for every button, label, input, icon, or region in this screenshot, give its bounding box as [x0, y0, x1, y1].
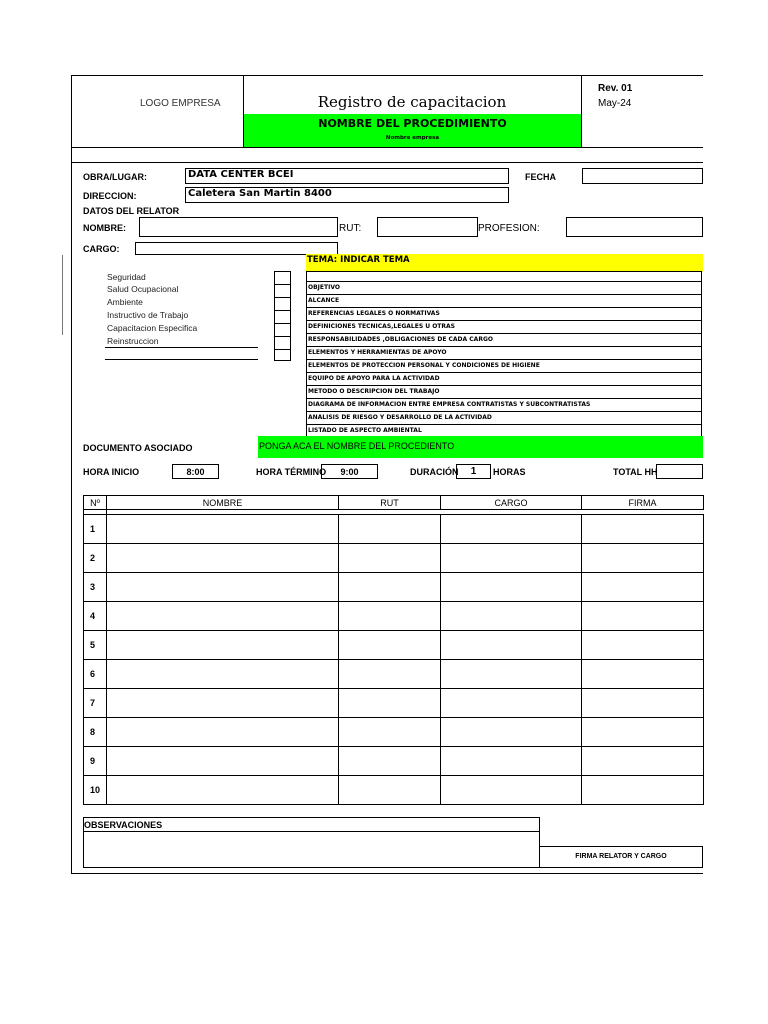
nombre-label: NOMBRE:: [83, 223, 126, 233]
row-number: 5: [84, 631, 107, 660]
checkbox-seguridad[interactable]: [274, 271, 291, 285]
cell-rut[interactable]: [339, 776, 441, 805]
cargo-label: CARGO:: [83, 244, 120, 254]
tema-banner: [306, 254, 703, 272]
cell-firma[interactable]: [582, 718, 704, 747]
tema-item-herramientas: ELEMENTOS Y HERRAMIENTAS DE APOYO: [306, 347, 702, 360]
fecha-label: FECHA: [525, 172, 556, 182]
cell-firma[interactable]: [582, 515, 704, 544]
row-number: 10: [84, 776, 107, 805]
check-label-reinstruccion: Reinstruccion: [107, 336, 159, 346]
total-hh-label: TOTAL HH: [613, 467, 658, 477]
hora-termino-field[interactable]: [321, 464, 378, 479]
table-header-row: [84, 496, 704, 510]
cell-nombre[interactable]: [107, 544, 339, 573]
row-number: 1: [84, 515, 107, 544]
fecha-field[interactable]: [582, 168, 703, 184]
documento-field[interactable]: [258, 436, 703, 458]
table-row: [84, 573, 704, 602]
col-header-nombre: NOMBRE: [107, 496, 339, 510]
tema-row-0: [306, 271, 702, 282]
table-row: [84, 747, 704, 776]
direccion-field[interactable]: [185, 187, 509, 203]
cell-cargo[interactable]: [441, 573, 582, 602]
cell-rut[interactable]: [339, 544, 441, 573]
col-header-rut: RUT: [339, 496, 441, 510]
hora-inicio-field[interactable]: [172, 464, 219, 479]
hora-inicio-value: 8:00: [186, 467, 205, 477]
duracion-field[interactable]: [456, 464, 491, 479]
revision-label: Rev. 01: [598, 83, 633, 94]
table-row: [84, 660, 704, 689]
table-row: [84, 776, 704, 805]
hora-inicio-label: HORA INICIO: [83, 467, 140, 477]
checkbox-otro[interactable]: [274, 350, 291, 361]
rut-label: RUT:: [339, 223, 362, 234]
table-row: [84, 718, 704, 747]
cell-cargo[interactable]: [441, 718, 582, 747]
checkbox-salud[interactable]: [274, 285, 291, 298]
cell-firma[interactable]: [582, 660, 704, 689]
cell-cargo[interactable]: [441, 515, 582, 544]
document-title: Registro de capacitacion: [317, 93, 507, 111]
relator-nombre-field[interactable]: [139, 217, 338, 237]
row-number: 8: [84, 718, 107, 747]
cell-rut[interactable]: [339, 631, 441, 660]
duracion-value: 1: [470, 466, 477, 477]
cell-nombre[interactable]: [107, 573, 339, 602]
tema-item-equipo: EQUIPO DE APOYO PARA LA ACTIVIDAD: [306, 373, 702, 386]
bottom-border: [71, 873, 703, 874]
total-hh-field[interactable]: [656, 464, 703, 479]
cell-nombre[interactable]: [107, 515, 339, 544]
row-number: 4: [84, 602, 107, 631]
company-name: Nombre empresa: [385, 135, 440, 141]
cell-firma[interactable]: [582, 689, 704, 718]
cell-rut[interactable]: [339, 747, 441, 776]
tema-item-diagrama: DIAGRAMA DE INFORMACION ENTRE EMPRESA CONTRATISTAS Y SUBCONTRATISTAS: [306, 399, 702, 412]
hora-termino-value: 9:00: [340, 467, 359, 477]
col-header-cargo: CARGO: [441, 496, 582, 510]
cell-firma[interactable]: [582, 544, 704, 573]
documento-label: DOCUMENTO ASOCIADO: [83, 443, 193, 453]
checkbox-instructivo[interactable]: [274, 311, 291, 324]
cell-cargo[interactable]: [441, 689, 582, 718]
cell-rut[interactable]: [339, 515, 441, 544]
cell-firma[interactable]: [582, 602, 704, 631]
observaciones-label: OBSERVACIONES: [84, 820, 163, 830]
col-header-firma: FIRMA: [582, 496, 704, 510]
cell-rut[interactable]: [339, 718, 441, 747]
tema-item-analisis: ANALISIS DE RIESGO Y DESARROLLO DE LA ACTIVIDAD: [306, 412, 702, 425]
col-header-num: Nº: [84, 496, 107, 510]
row-number: 9: [84, 747, 107, 776]
row-number: 7: [84, 689, 107, 718]
tema-item-definiciones: DEFINICIONES TECNICAS,LEGALES U OTRAS: [306, 321, 702, 334]
procedure-name: NOMBRE DEL PROCEDIMIENTO: [318, 117, 507, 130]
profesion-label: PROFESION:: [478, 223, 540, 234]
left-border: [71, 75, 72, 874]
cell-cargo[interactable]: [441, 544, 582, 573]
cell-nombre[interactable]: [107, 747, 339, 776]
duracion-label: DURACIÓN: [410, 467, 459, 477]
company-logo: LOGO EMPRESA: [140, 98, 221, 109]
cell-nombre[interactable]: [107, 631, 339, 660]
row-number: 6: [84, 660, 107, 689]
obra-value: DATA CENTER BCEI: [188, 169, 294, 180]
checkbox-capacitacion[interactable]: [274, 324, 291, 337]
table-row: [84, 515, 704, 544]
attendance-table: [83, 495, 704, 805]
check-label-ambiente: Ambiente: [107, 297, 143, 307]
cell-nombre[interactable]: [107, 718, 339, 747]
revision-date: May-24: [598, 98, 632, 109]
checklist-line-2: [105, 359, 258, 360]
relator-rut-field[interactable]: [377, 217, 478, 237]
checkbox-ambiente[interactable]: [274, 298, 291, 311]
cell-firma[interactable]: [582, 776, 704, 805]
cell-rut[interactable]: [339, 573, 441, 602]
checkbox-reinstruccion[interactable]: [274, 337, 291, 350]
cell-cargo[interactable]: [441, 631, 582, 660]
firma-relator-label: FIRMA RELATOR Y CARGO: [575, 853, 667, 860]
check-label-seguridad: Seguridad: [107, 272, 146, 282]
table-row: [84, 689, 704, 718]
top-border: [71, 75, 703, 76]
tema-item-referencias: REFERENCIAS LEGALES O NORMATIVAS: [306, 308, 702, 321]
checklist-line-1: [105, 347, 258, 348]
direccion-value: Caletera San Martin 8400: [188, 188, 332, 199]
obra-field[interactable]: [185, 168, 509, 184]
cell-rut[interactable]: [339, 602, 441, 631]
header-divider-right: [581, 75, 582, 148]
relator-heading: DATOS DEL RELATOR: [83, 206, 180, 216]
horas-label: HORAS: [493, 467, 526, 477]
header-bottom-line: [71, 147, 703, 148]
check-label-salud: Salud Ocupacional: [107, 284, 179, 294]
row-number: 3: [84, 573, 107, 602]
tema-item-ambiental: LISTADO DE ASPECTO AMBIENTAL: [306, 425, 702, 438]
documento-value: PONGA ACA EL NOMBRE DEL PROCEDIENTO: [259, 441, 455, 451]
cell-cargo[interactable]: [441, 602, 582, 631]
tema-item-metodo: METODO O DESCRIPCION DEL TRABAJO: [306, 386, 702, 399]
cell-firma[interactable]: [582, 747, 704, 776]
tema-item-objetivo: OBJETIVO: [306, 282, 702, 295]
margin-mark: [62, 255, 63, 335]
check-label-instructivo: Instructivo de Trabajo: [107, 310, 189, 320]
row-number: 2: [84, 544, 107, 573]
tema-item-responsabilidades: RESPONSABILIDADES ,OBLIGACIONES DE CADA CARGO: [306, 334, 702, 347]
cell-firma[interactable]: [582, 573, 704, 602]
direccion-label: DIRECCION:: [83, 191, 137, 201]
cell-nombre[interactable]: [107, 602, 339, 631]
procedure-banner: [244, 114, 581, 147]
tema-title: TEMA: INDICAR TEMA: [307, 255, 410, 265]
cell-rut[interactable]: [339, 660, 441, 689]
table-row: [84, 544, 704, 573]
tema-item-alcance: ALCANCE: [306, 295, 702, 308]
table-row: [84, 631, 704, 660]
cell-rut[interactable]: [339, 689, 441, 718]
relator-profesion-field[interactable]: [566, 217, 703, 237]
obra-label: OBRA/LUGAR:: [83, 172, 147, 182]
tema-item-epp: ELEMENTOS DE PROTECCION PERSONAL Y CONDICIONES DE HIGIENE: [306, 360, 702, 373]
hora-termino-label: HORA TÉRMINO: [256, 467, 327, 477]
cell-nombre[interactable]: [107, 660, 339, 689]
cell-nombre[interactable]: [107, 689, 339, 718]
cell-nombre[interactable]: [107, 776, 339, 805]
check-label-capacitacion: Capacitacion Especifica: [107, 323, 198, 333]
cell-cargo[interactable]: [441, 660, 582, 689]
cell-firma[interactable]: [582, 631, 704, 660]
observaciones-divider: [83, 831, 540, 832]
cell-cargo[interactable]: [441, 747, 582, 776]
info-top-line: [71, 162, 703, 163]
cell-cargo[interactable]: [441, 776, 582, 805]
table-row: [84, 602, 704, 631]
